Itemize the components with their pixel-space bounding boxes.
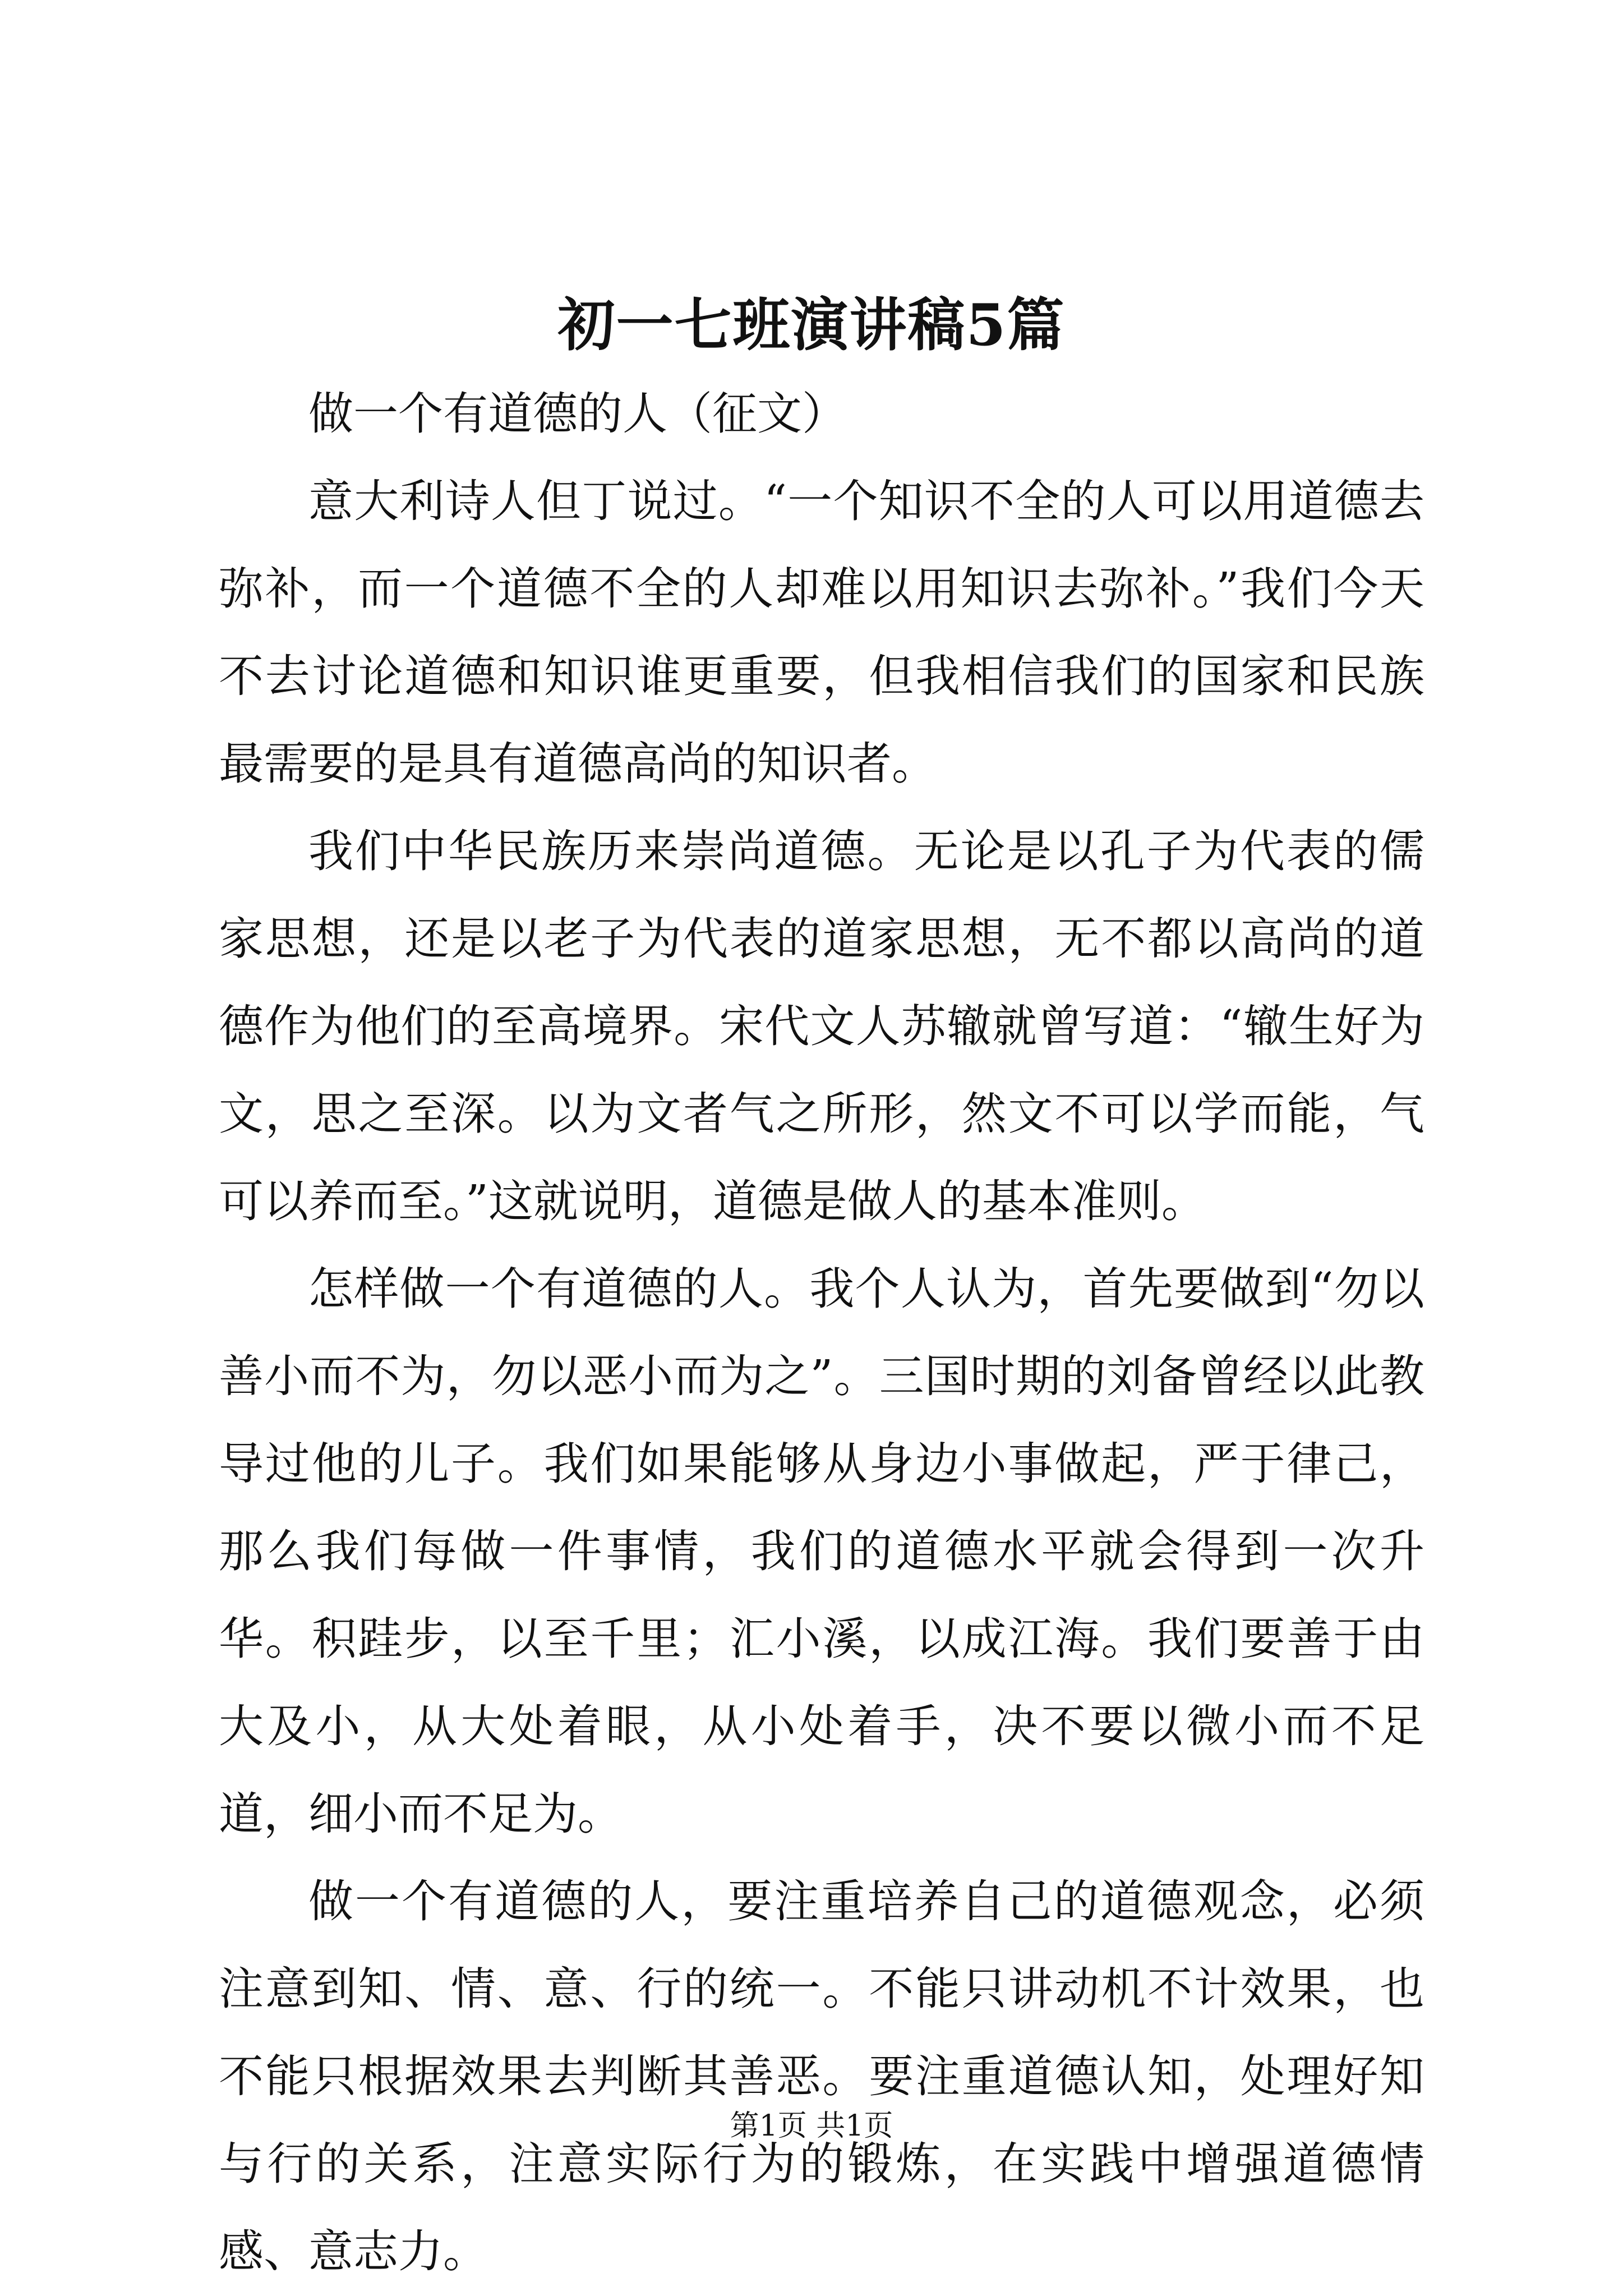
document-body bbox=[219, 370, 1424, 2295]
paragraph-3: 怎样做一个有道德的人。我个人认为，首先要做到“勿以善小而不为，勿以恶小而为之”。三国时期的刘备曾经以此教导过他的儿子。我们如果能够从身边小事做起，严于律己，那么我们每做一件事情，我们的道德水平就会得到一次升华。积跬步，以至千里；汇小溪，以成江海。我们要善于由大及小，从大处着眼，从小处着手，决不要以微小而不足道，细小而不足为。 bbox=[219, 1263, 1424, 1840]
paragraph-4: 做一个有道德的人，要注重培养自己的道德观念，必须注意到知、情、意、行的统一。不能只讲动机不计效果，也不能只根据效果去判断其善恶。要注重道德认知，处理好知与行的关系，注意实际行为的锻炼，在实践中增强道德情感、意志力。 bbox=[219, 1875, 1424, 2277]
document-title: 初一七班演讲稿5篇 bbox=[557, 292, 1066, 359]
page-number-footer: 第1页 共1页 bbox=[730, 2109, 893, 2143]
paragraph-2: 我们中华民族历来崇尚道德。无论是以孔子为代表的儒家思想，还是以老子为代表的道家思想，无不都以高尚的道德作为他们的至高境界。宋代文人苏辙就曾写道：“辙生好为文，思之至深。以为文者气之所形，然文不可以学而能，气可以养而至。”这就说明，道德是做人的基本准则。 bbox=[219, 825, 1424, 1227]
paragraph-1: 意大利诗人但丁说过。“一个知识不全的人可以用道德去弥补，而一个道德不全的人却难以用知识去弥补。”我们今天不去讨论道德和知识谁更重要，但我相信我们的国家和民族最需要的是具有道德高尚的知识者。 bbox=[219, 475, 1424, 790]
essay-subtitle: 做一个有道德的人（征文） bbox=[308, 388, 847, 440]
